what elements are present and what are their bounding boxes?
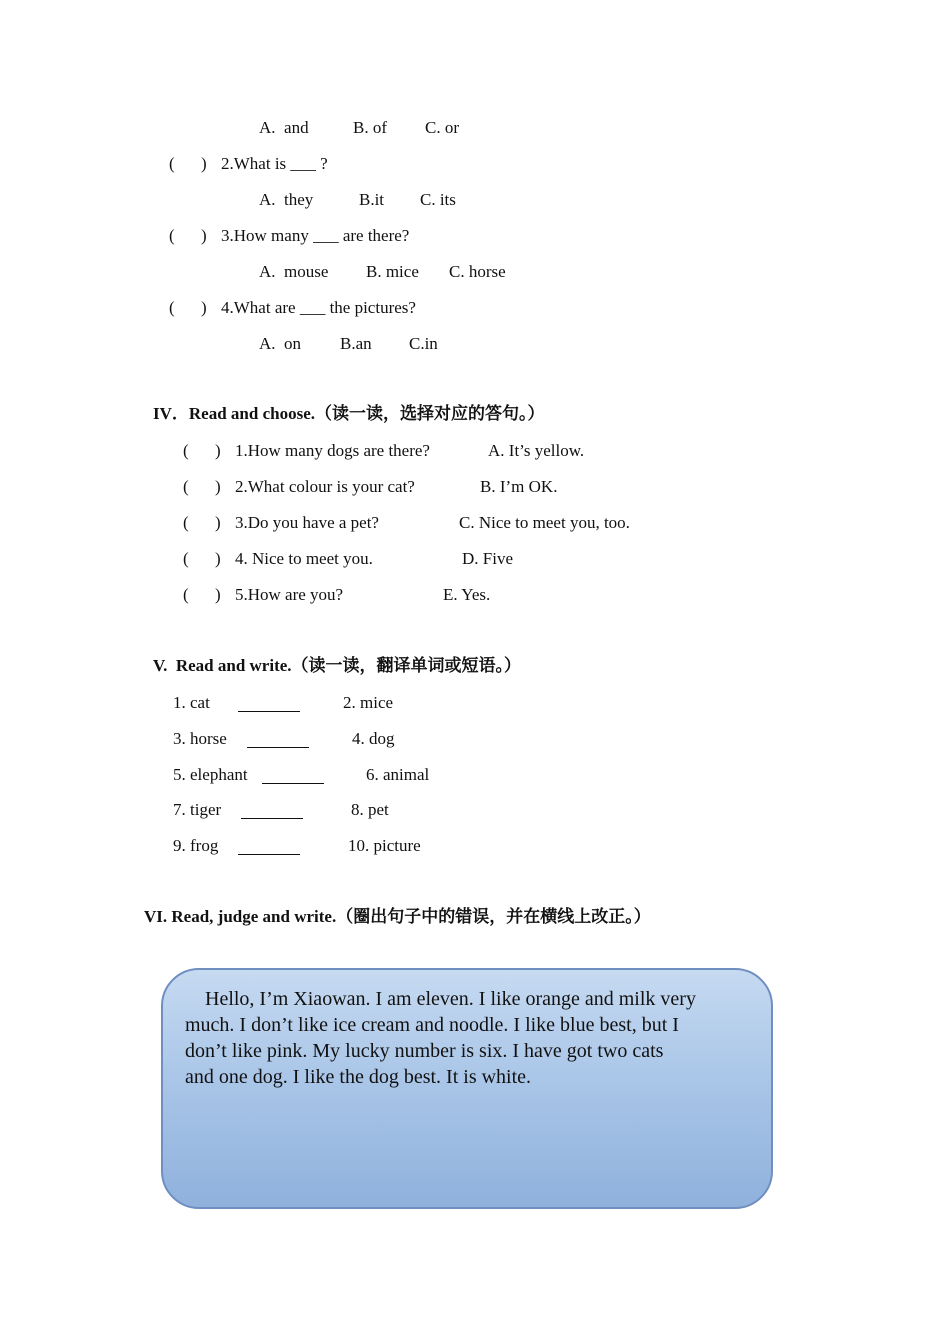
- q4-option-b: B.an: [340, 334, 372, 353]
- q4-option-a: A. on: [259, 334, 302, 353]
- answer-blank-9[interactable]: [238, 839, 300, 855]
- s4-q5-paren-open: (: [183, 585, 189, 604]
- q1-option-b: B. of: [353, 118, 387, 137]
- s4-answer-c: C. Nice to meet you, too.: [459, 513, 630, 532]
- s4-q2-paren-open: (: [183, 477, 189, 496]
- passage-line-1: Hello, I’m Xiaowan. I am eleven. I like orange and milk very: [205, 988, 696, 1010]
- passage-line-4: and one dog. I like the dog best. It is white.: [185, 1066, 532, 1088]
- s4-answer-e: E. Yes.: [443, 585, 491, 604]
- q1-option-c: C. or: [425, 118, 459, 137]
- s4-q3-paren-open: (: [183, 513, 189, 532]
- q2-paren-close: ): [201, 154, 207, 173]
- q4-stem: 4.What are ___ the pictures?: [221, 298, 416, 317]
- s4-q4-paren-open: (: [183, 549, 189, 568]
- word-4: 4. dog: [352, 729, 395, 748]
- q2-stem: 2.What is ___ ?: [221, 154, 328, 173]
- q2-option-c: C. its: [420, 190, 456, 209]
- s4-question-1: 1.How many dogs are there?: [235, 441, 430, 460]
- section4-heading: [153, 403, 545, 425]
- answer-blank-5[interactable]: [262, 768, 324, 784]
- q3-paren-close: ): [201, 226, 207, 245]
- q2-option-b: B.it: [359, 190, 385, 209]
- word-1: 1. cat: [173, 693, 210, 712]
- q3-stem: 3.How many ___ are there?: [221, 226, 410, 245]
- word-9: 9. frog: [173, 836, 219, 855]
- section6-heading: [144, 906, 651, 928]
- passage-line-3: don’t like pink. My lucky number is six. I have got two cats: [185, 1040, 664, 1062]
- passage-line-2: much. I don’t like ice cream and noodle. I like blue best, but I: [185, 1014, 679, 1036]
- q3-paren-open: (: [169, 226, 175, 245]
- s4-question-5: 5.How are you?: [235, 585, 344, 604]
- section4-heading-en: IV．Read and choose.: [153, 404, 315, 423]
- q3-option-c: C. horse: [449, 262, 506, 281]
- section5-heading: [153, 655, 521, 677]
- answer-blank-7[interactable]: [241, 803, 303, 819]
- s4-answer-d: D. Five: [462, 549, 513, 568]
- q4-paren-close: ): [201, 298, 207, 317]
- s4-question-3: 3.Do you have a pet?: [235, 513, 379, 532]
- word-6: 6. animal: [366, 765, 430, 784]
- q1-option-a: A. and: [259, 118, 309, 137]
- word-2: 2. mice: [343, 693, 394, 712]
- passage-box: [161, 968, 773, 1209]
- word-10: 10. picture: [348, 836, 421, 855]
- s4-question-2: 2.What colour is your cat?: [235, 477, 415, 496]
- word-8: 8. pet: [351, 800, 389, 819]
- s4-q4-paren-close: ): [215, 549, 221, 568]
- section5-heading-cn: （读一读，翻译单词或短语。）: [291, 656, 522, 676]
- word-7: 7. tiger: [173, 800, 222, 819]
- q4-option-c: C.in: [409, 334, 438, 353]
- word-3: 3. horse: [173, 729, 227, 748]
- s4-question-4: 4. Nice to meet you.: [235, 549, 373, 568]
- q3-option-b: B. mice: [366, 262, 419, 281]
- section6-heading-en: VI. Read, judge and write.: [144, 907, 337, 926]
- s4-answer-a: A. It’s yellow.: [488, 441, 585, 460]
- q2-paren-open: (: [169, 154, 175, 173]
- q3-option-a: A. mouse: [259, 262, 329, 281]
- word-5: 5. elephant: [173, 765, 248, 784]
- s4-q1-paren-close: ): [215, 441, 221, 460]
- section4-heading-cn: （读一读，选择对应的答句。）: [315, 404, 545, 424]
- s4-answer-b: B. I’m OK.: [480, 477, 558, 496]
- q4-paren-open: (: [169, 298, 175, 317]
- section5-heading-en: V. Read and write.: [153, 656, 292, 675]
- s4-q1-paren-open: (: [183, 441, 189, 460]
- section6-heading-cn: （圈出句子中的错误，并在横线上改正。）: [336, 907, 651, 927]
- s4-q2-paren-close: ): [215, 477, 221, 496]
- s4-q5-paren-close: ): [215, 585, 221, 604]
- q2-option-a: A. they: [259, 190, 314, 209]
- answer-blank-1[interactable]: [238, 696, 300, 712]
- s4-q3-paren-close: ): [215, 513, 221, 532]
- passage-text: [185, 986, 749, 1090]
- answer-blank-3[interactable]: [247, 732, 309, 748]
